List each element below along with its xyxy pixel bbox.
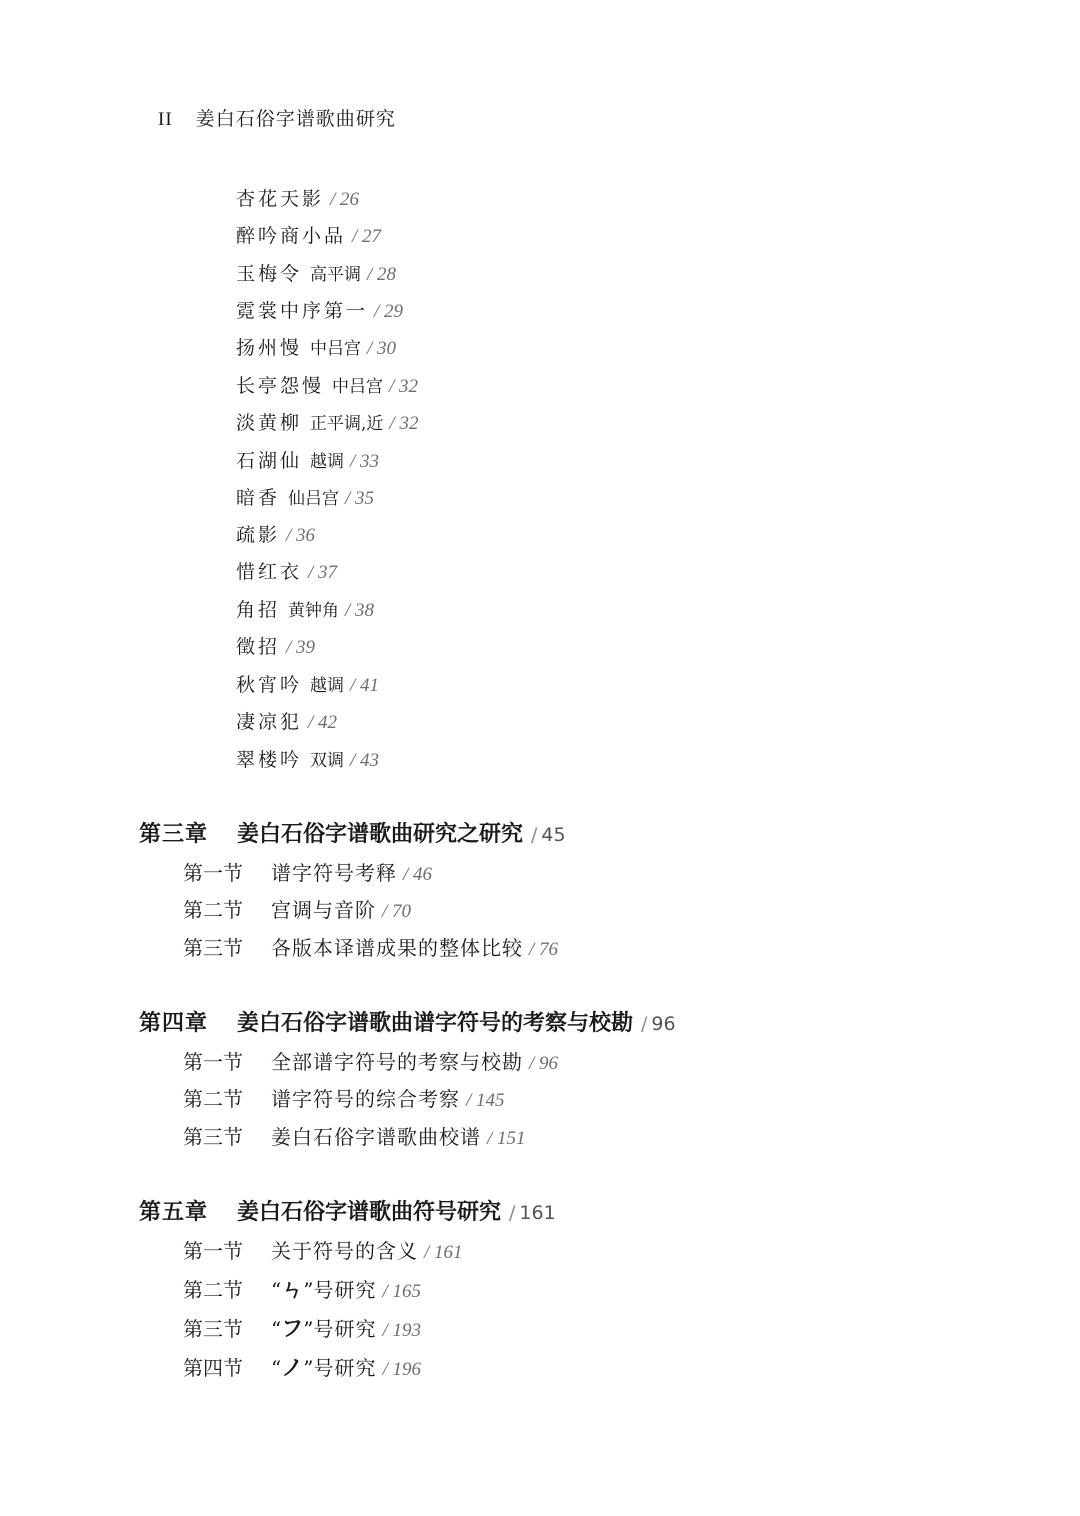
chapter-label: 第四章 [139, 1011, 209, 1036]
section-label: 第一节 [183, 861, 243, 885]
song-title: 惜红衣 [236, 561, 303, 583]
toc-song-entry[interactable] [236, 184, 359, 214]
song-mode: 正平调,近 [310, 414, 384, 434]
page-number: / 145 [466, 1090, 505, 1111]
song-title: 杏花天影 [236, 188, 325, 210]
page-number: / 46 [403, 864, 433, 885]
toc-song-entry[interactable] [236, 371, 418, 401]
chapter-label: 第五章 [139, 1200, 209, 1225]
page-number: / 42 [308, 712, 338, 733]
toc-section-entry[interactable] [183, 933, 558, 963]
page-number: / 39 [286, 637, 316, 658]
song-mode: 中吕宫 [332, 377, 384, 397]
chapter-title: 姜白石俗字谱歌曲谱字符号的考察与校勘 [237, 1011, 634, 1036]
song-title: 玉梅令 [236, 263, 303, 285]
song-mode: 越调 [310, 452, 345, 472]
toc-song-entry[interactable] [236, 745, 379, 775]
song-title: 霓裳中序第一 [236, 300, 369, 322]
toc-song-entry[interactable] [236, 632, 315, 662]
section-title: 号研究 [313, 1278, 377, 1302]
song-mode: 中吕宫 [310, 339, 362, 359]
section-title: 关于符号的含义 [271, 1239, 418, 1263]
section-label: 第三节 [183, 1317, 243, 1341]
open-quote: “ [271, 1278, 282, 1302]
toc-song-entry[interactable] [236, 520, 315, 550]
notation-symbol-icon: ㄣ [281, 1278, 304, 1303]
section-label: 第四节 [183, 1356, 243, 1380]
running-header [158, 104, 396, 131]
toc-section-entry[interactable] [183, 1122, 526, 1152]
section-title: 宫调与音阶 [271, 898, 376, 922]
page-number: / 35 [345, 488, 375, 509]
page-number: 45 [541, 824, 566, 846]
open-quote: “ [271, 1317, 282, 1341]
toc-song-entry[interactable] [236, 221, 381, 251]
close-quote: ” [303, 1356, 314, 1380]
chapter-label: 第三章 [139, 822, 209, 847]
page-number: / 36 [286, 525, 316, 546]
page-number: / 76 [529, 939, 559, 960]
close-quote: ” [303, 1278, 314, 1302]
notation-symbol-icon: ノ [281, 1356, 304, 1381]
toc-song-entry[interactable] [236, 595, 374, 625]
section-label: 第二节 [183, 1278, 243, 1302]
toc-song-entry[interactable] [236, 296, 403, 326]
toc-song-entry[interactable] [236, 408, 418, 438]
section-label: 第一节 [183, 1050, 243, 1074]
song-title: 徵招 [236, 636, 281, 658]
song-title: 淡黄柳 [236, 412, 303, 434]
song-mode: 双调 [310, 751, 345, 771]
toc-chapter-3[interactable] [139, 819, 566, 851]
chapter-page: / 45 [531, 824, 566, 846]
toc-section-entry[interactable] [183, 1236, 463, 1266]
toc-song-entry[interactable] [236, 446, 379, 476]
song-title: 石湖仙 [236, 450, 303, 472]
section-label: 第二节 [183, 898, 243, 922]
song-title: 疏影 [236, 524, 281, 546]
toc-section-entry[interactable] [183, 1084, 505, 1114]
notation-symbol-icon: フ [281, 1317, 304, 1342]
chapter-title: 姜白石俗字谱歌曲研究之研究 [237, 822, 524, 847]
page-number: / 29 [374, 301, 404, 322]
toc-section-entry[interactable] [183, 1275, 421, 1305]
page-number: / 193 [382, 1320, 422, 1341]
toc-song-entry[interactable] [236, 483, 374, 513]
page-number: / 41 [350, 675, 380, 696]
toc-chapter-5[interactable] [139, 1197, 556, 1229]
section-title: 姜白石俗字谱歌曲校谱 [271, 1125, 481, 1149]
toc-section-entry[interactable] [183, 895, 411, 925]
song-mode: 越调 [310, 676, 345, 696]
song-mode: 高平调 [310, 265, 362, 285]
song-title: 角招 [236, 599, 281, 621]
song-mode: 仙吕宫 [288, 489, 340, 509]
song-title: 扬州慢 [236, 337, 303, 359]
page-number: / 28 [367, 264, 397, 285]
page-number: / 196 [382, 1359, 422, 1380]
section-title: 谱字符号的综合考察 [271, 1087, 460, 1111]
page-number: / 33 [350, 451, 380, 472]
page-number: 96 [651, 1013, 676, 1035]
toc-song-entry[interactable] [236, 333, 396, 363]
page-number: / 32 [389, 376, 419, 397]
book-title: 姜白石俗字谱歌曲研究 [195, 108, 396, 130]
toc-song-entry[interactable] [236, 557, 337, 587]
song-mode: 黄钟角 [288, 601, 340, 621]
close-quote: ” [303, 1317, 314, 1341]
section-title: 各版本译谱成果的整体比较 [271, 936, 523, 960]
toc-chapter-4[interactable] [139, 1008, 676, 1040]
toc-section-entry[interactable] [183, 1314, 421, 1344]
section-label: 第二节 [183, 1087, 243, 1111]
section-title: 号研究 [313, 1356, 377, 1380]
song-title: 暗香 [236, 487, 281, 509]
page-number: / 70 [382, 901, 412, 922]
page-number: / 30 [367, 338, 397, 359]
toc-song-entry[interactable] [236, 259, 396, 289]
section-title: 全部谱字符号的考察与校勘 [271, 1050, 523, 1074]
toc-song-entry[interactable] [236, 670, 379, 700]
page-number: / 32 [389, 413, 419, 434]
chapter-page: / 161 [509, 1202, 556, 1224]
section-label: 第三节 [183, 936, 243, 960]
toc-section-entry[interactable] [183, 1047, 558, 1077]
song-title: 秋宵吟 [236, 674, 303, 696]
song-title: 长亭怨慢 [236, 375, 325, 397]
page-number: / 26 [330, 189, 360, 210]
toc-section-entry[interactable] [183, 1353, 421, 1383]
page-numeral: II [158, 109, 173, 130]
section-label: 第三节 [183, 1125, 243, 1149]
toc-song-entry[interactable] [236, 707, 337, 737]
page-number: / 38 [345, 600, 375, 621]
toc-section-entry[interactable] [183, 858, 432, 888]
page-number: / 37 [308, 562, 338, 583]
section-label: 第一节 [183, 1239, 243, 1263]
page-number: 161 [519, 1202, 556, 1224]
song-title: 翠楼吟 [236, 749, 303, 771]
chapter-title: 姜白石俗字谱歌曲符号研究 [237, 1200, 502, 1225]
section-title: 谱字符号考释 [271, 861, 397, 885]
page-number: / 165 [382, 1281, 422, 1302]
page-number: / 96 [529, 1053, 559, 1074]
page-number: / 161 [424, 1242, 463, 1263]
page-number: / 151 [487, 1128, 526, 1149]
song-title: 凄凉犯 [236, 711, 303, 733]
page-number: / 27 [352, 226, 382, 247]
song-title: 醉吟商小品 [236, 225, 347, 247]
section-title: 号研究 [313, 1317, 377, 1341]
chapter-page: / 96 [641, 1013, 676, 1035]
open-quote: “ [271, 1356, 282, 1380]
page-number: / 43 [350, 750, 380, 771]
